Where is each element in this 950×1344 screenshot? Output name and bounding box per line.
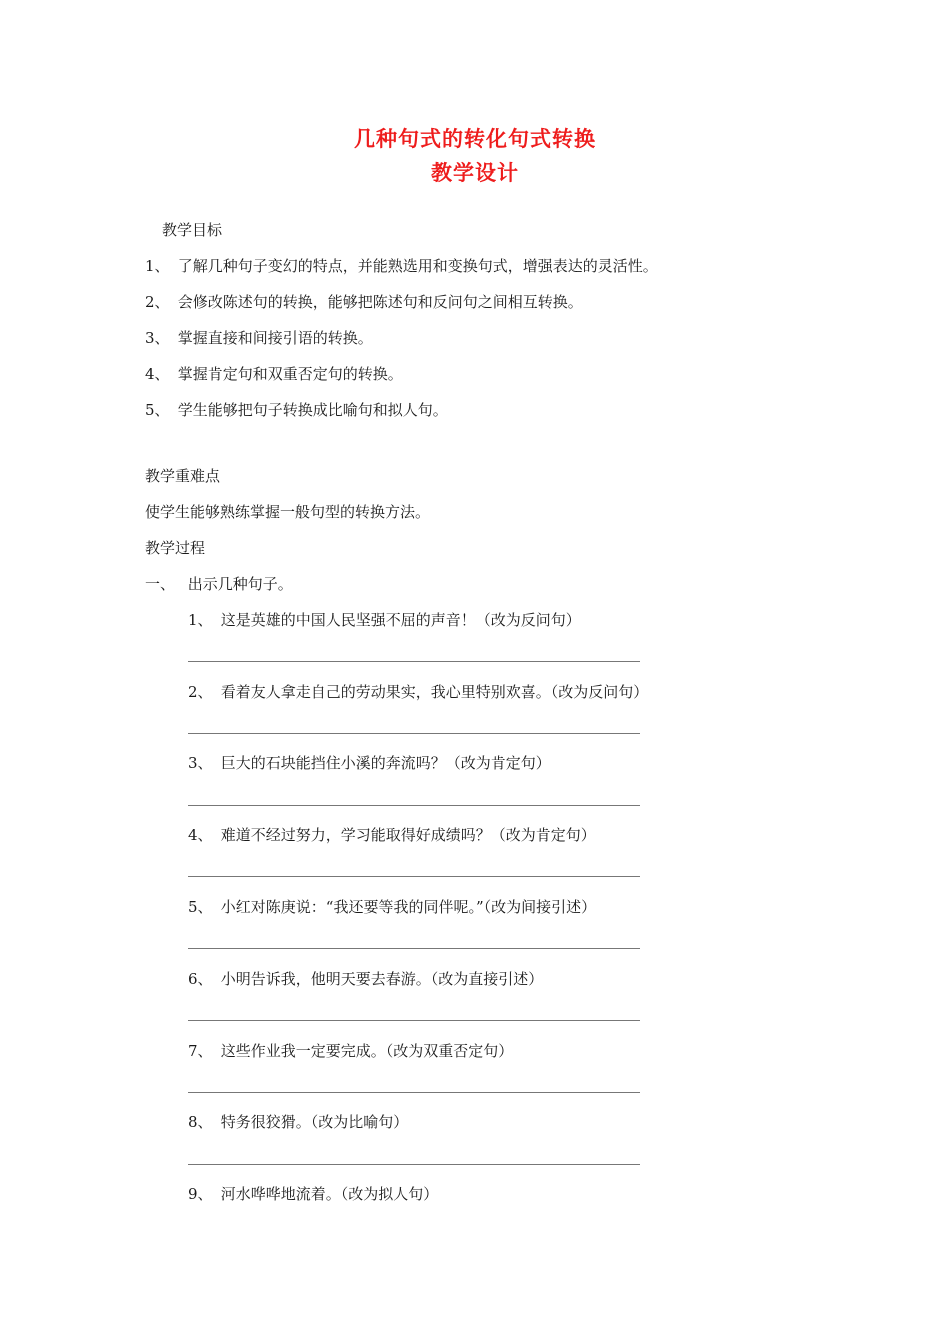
document-title: 几种句式的转化句式转换 <box>354 127 596 151</box>
exercise-text: 这些作业我一定要完成。（改为双重否定句） <box>220 1042 514 1060</box>
step-number: 一、 <box>145 575 176 593</box>
exercise-item <box>188 825 596 845</box>
exercise-text: 这是英雄的中国人民坚强不屈的声音！（改为反问句） <box>220 611 581 629</box>
goal-text: 学生能够把句子转换成比喻句和拟人句。 <box>177 401 448 419</box>
exercise-item <box>188 1041 513 1061</box>
goal-number: 5、 <box>145 401 170 419</box>
exercise-item <box>188 1184 438 1204</box>
document-subtitle: 教学设计 <box>431 161 519 185</box>
exercise-number: 9、 <box>188 1185 213 1203</box>
difficulty-heading: 教学重难点 <box>145 467 221 485</box>
answer-line[interactable] <box>188 948 640 949</box>
exercise-number: 4、 <box>188 826 213 844</box>
answer-line[interactable] <box>188 661 640 662</box>
goal-text: 会修改陈述句的转换，能够把陈述句和反问句之间相互转换。 <box>177 293 583 311</box>
exercise-number: 2、 <box>188 683 213 701</box>
difficulty-text: 使学生能够熟练掌握一般句型的转换方法。 <box>145 503 431 521</box>
exercise-number: 8、 <box>188 1113 213 1131</box>
exercise-text: 看着友人拿走自己的劳动果实，我心里特别欢喜。（改为反问句） <box>220 683 649 701</box>
goal-text: 了解几种句子变幻的特点，并能熟选用和变换句式，增强表达的灵活性。 <box>177 257 658 275</box>
goal-item <box>145 328 373 348</box>
step-text: 出示几种句子。 <box>187 575 293 593</box>
goal-item <box>145 256 658 276</box>
exercise-text: 小红对陈庚说：“我还要等我的同伴呢。”（改为间接引述） <box>220 898 597 916</box>
goal-text: 掌握直接和间接引语的转换。 <box>177 329 373 347</box>
exercise-number: 7、 <box>188 1042 213 1060</box>
exercise-item <box>188 610 581 630</box>
goals-heading: 教学目标 <box>162 221 223 239</box>
exercise-text: 巨大的石块能挡住小溪的奔流吗？（改为肯定句） <box>220 754 551 772</box>
exercise-item <box>188 897 596 917</box>
answer-line[interactable] <box>188 1164 640 1165</box>
exercise-item <box>188 969 543 989</box>
goal-item <box>145 400 448 420</box>
exercise-text: 特务很狡猾。（改为比喻句） <box>220 1113 409 1131</box>
process-step <box>145 574 293 594</box>
goal-item <box>145 364 403 384</box>
goal-item <box>145 292 583 312</box>
exercise-number: 5、 <box>188 898 213 916</box>
exercise-number: 1、 <box>188 611 213 629</box>
goal-number: 1、 <box>145 257 170 275</box>
exercise-item <box>188 1112 408 1132</box>
exercise-item <box>188 682 648 702</box>
answer-line[interactable] <box>188 876 640 877</box>
goal-number: 4、 <box>145 365 170 383</box>
goal-number: 3、 <box>145 329 170 347</box>
goal-text: 掌握肯定句和双重否定句的转换。 <box>177 365 403 383</box>
answer-line[interactable] <box>188 733 640 734</box>
exercise-item <box>188 753 551 773</box>
answer-line[interactable] <box>188 1092 640 1093</box>
exercise-text: 难道不经过努力，学习能取得好成绩吗？（改为肯定句） <box>220 826 596 844</box>
exercise-text: 河水哗哗地流着。（改为拟人句） <box>220 1185 439 1203</box>
exercise-number: 6、 <box>188 970 213 988</box>
exercise-text: 小明告诉我，他明天要去春游。（改为直接引述） <box>220 970 544 988</box>
exercise-number: 3、 <box>188 754 213 772</box>
answer-line[interactable] <box>188 1020 640 1021</box>
goal-number: 2、 <box>145 293 170 311</box>
answer-line[interactable] <box>188 805 640 806</box>
process-heading: 教学过程 <box>145 539 206 557</box>
